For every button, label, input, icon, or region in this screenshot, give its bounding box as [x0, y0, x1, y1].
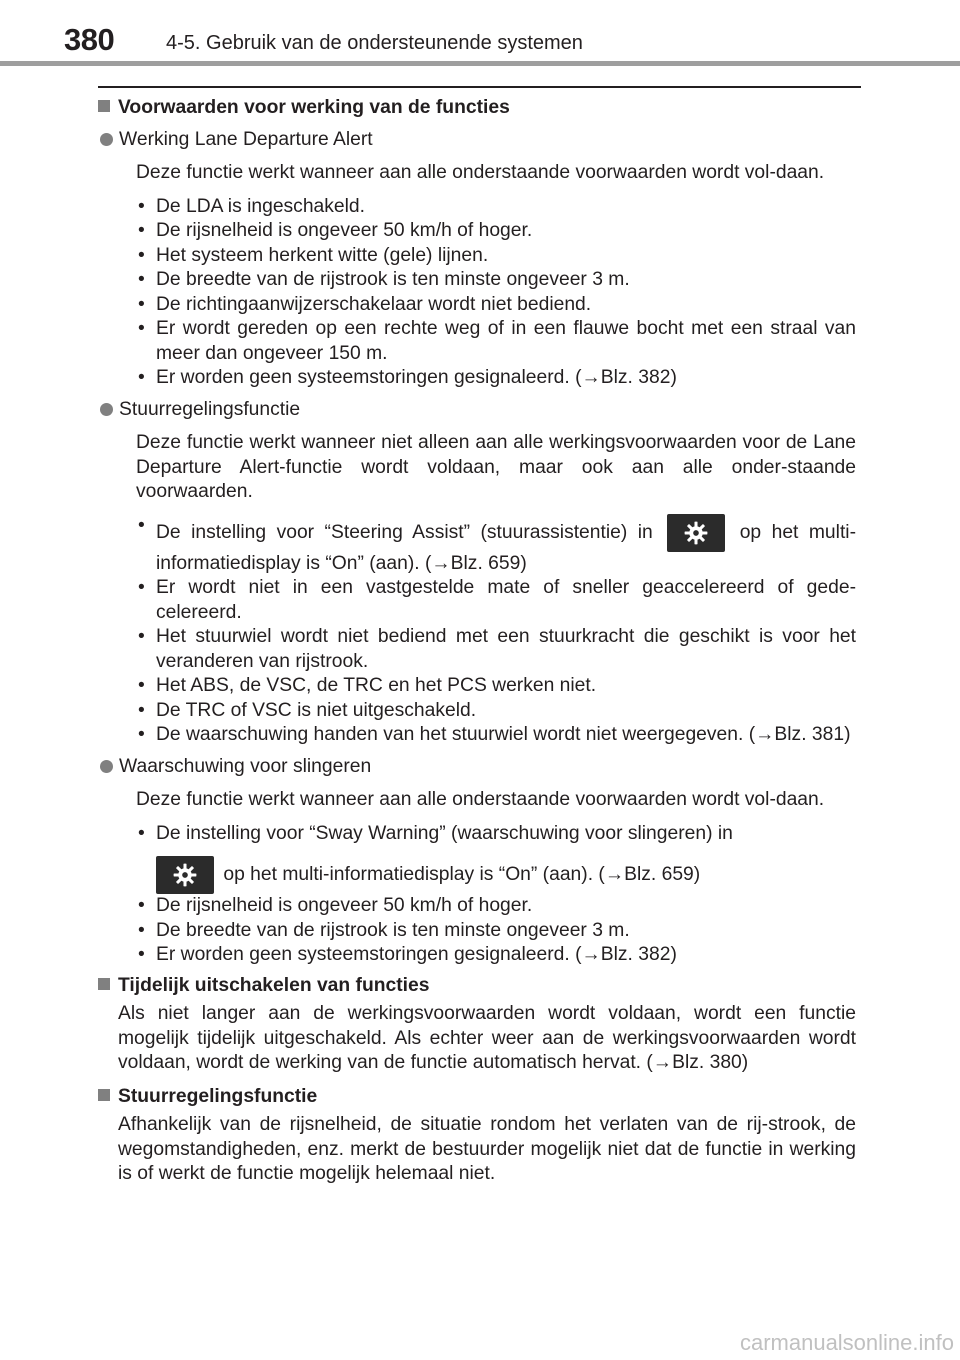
- list-item: • Er wordt gereden op een rechte weg of in een flauwe bocht met een straal van meer dan ongeveer 150 m.: [136, 317, 856, 366]
- subheading-lda: Werking Lane Departure Alert: [100, 128, 856, 153]
- list-item: • De breedte van de rijstrook is ten minste ongeveer 3 m.: [136, 268, 856, 293]
- list-item: • De LDA is ingeschakeld.: [136, 195, 856, 220]
- list-item: • Er worden geen systeemstoringen gesignaleerd. (→Blz. 382): [136, 943, 856, 968]
- header-rule: [0, 61, 960, 66]
- circle-bullet-icon: [100, 760, 113, 773]
- heading-steering-function: Stuurregelingsfunctie: [98, 1085, 856, 1110]
- circle-bullet-icon: [100, 133, 113, 146]
- heading-temporary: Tijdelijk uitschakelen van functies: [98, 974, 856, 999]
- square-bullet-icon: [98, 978, 110, 990]
- list-item: • De rijsnelheid is ongeveer 50 km/h of hoger.: [136, 894, 856, 919]
- list-item: • De waarschuwing handen van het stuurwiel wordt niet weergegeven. (→Blz. 381): [136, 723, 856, 748]
- circle-bullet-icon: [100, 403, 113, 416]
- page-content: [98, 92, 856, 1187]
- lda-intro: Deze functie werkt wanneer aan alle onderstaande voorwaarden wordt vol-daan.: [136, 162, 825, 183]
- list-item-with-gear: • De instelling voor “Steering Assist” (stuurassistentie) in op het multi-informatiedisplay is “On” (aan). (→Blz. 659): [136, 514, 856, 577]
- temporary-body: Als niet langer aan de werkingsvoorwaarden wordt voldaan, wordt een functie mogelijk tijdelijk uitgeschakeld. Als echter weer aan de werkingsvoorwaarden wordt voldaan, wordt de werking van de functie automatisch hervat. (→Blz. 380): [118, 1003, 856, 1073]
- list-item-with-gear: • De instelling voor “Sway Warning” (waarschuwing voor slingeren) in op het multi-informatiedisplay is “On” (aan). (→Blz. 659): [136, 822, 856, 895]
- sway-intro: Deze functie werkt wanneer aan alle onderstaande voorwaarden wordt vol-daan.: [136, 789, 825, 810]
- list-item: • De TRC of VSC is niet uitgeschakeld.: [136, 699, 856, 724]
- subheading-steering: Stuurregelingsfunctie: [100, 398, 856, 423]
- gear-icon: [156, 856, 214, 894]
- steering-intro: Deze functie werkt wanneer niet alleen aan alle werkingsvoorwaarden voor de Lane Departure Alert-functie wordt voldaan, maar ook aan alle onder-staande voorwaarden.: [136, 432, 856, 502]
- steering-bullet-list: [136, 514, 856, 748]
- page-number: 380: [64, 22, 115, 57]
- gear-icon: [667, 514, 725, 552]
- content-top-rule: [98, 86, 861, 88]
- section-title: 4-5. Gebruik van de ondersteunende systemen: [166, 32, 583, 54]
- list-item: • De richtingaanwijzerschakelaar wordt niet bediend.: [136, 293, 856, 318]
- list-item: • Er worden geen systeemstoringen gesignaleerd. (→Blz. 382): [136, 366, 856, 391]
- steering-function-body: Afhankelijk van de rijsnelheid, de situatie rondom het verlaten van de rij-strook, de wegomstandigheden, enz. merkt de bestuurder mogelijk niet dat de functie in werking is of werkt de functie mogelijk helemaal niet.: [118, 1114, 856, 1184]
- list-item: • De breedte van de rijstrook is ten minste ongeveer 3 m.: [136, 919, 856, 944]
- list-item: • De rijsnelheid is ongeveer 50 km/h of hoger.: [136, 219, 856, 244]
- list-item: • Het stuurwiel wordt niet bediend met een stuurkracht die geschikt is voor het veranderen van rijstrook.: [136, 625, 856, 674]
- list-item: • Er wordt niet in een vastgestelde mate of sneller geaccelereerd of gede-celereerd.: [136, 576, 856, 625]
- list-item: • Het ABS, de VSC, de TRC en het PCS werken niet.: [136, 674, 856, 699]
- lda-bullet-list: [136, 195, 856, 391]
- watermark: carmanualsonline.info: [739, 1330, 954, 1355]
- list-item: • Het systeem herkent witte (gele) lijnen.: [136, 244, 856, 269]
- sway-bullet-list: [136, 822, 856, 968]
- square-bullet-icon: [98, 1089, 110, 1101]
- square-bullet-icon: [98, 100, 110, 112]
- subheading-sway: Waarschuwing voor slingeren: [100, 755, 856, 780]
- heading-conditions: Voorwaarden voor werking van de functies: [98, 96, 856, 121]
- page-header: [0, 0, 960, 70]
